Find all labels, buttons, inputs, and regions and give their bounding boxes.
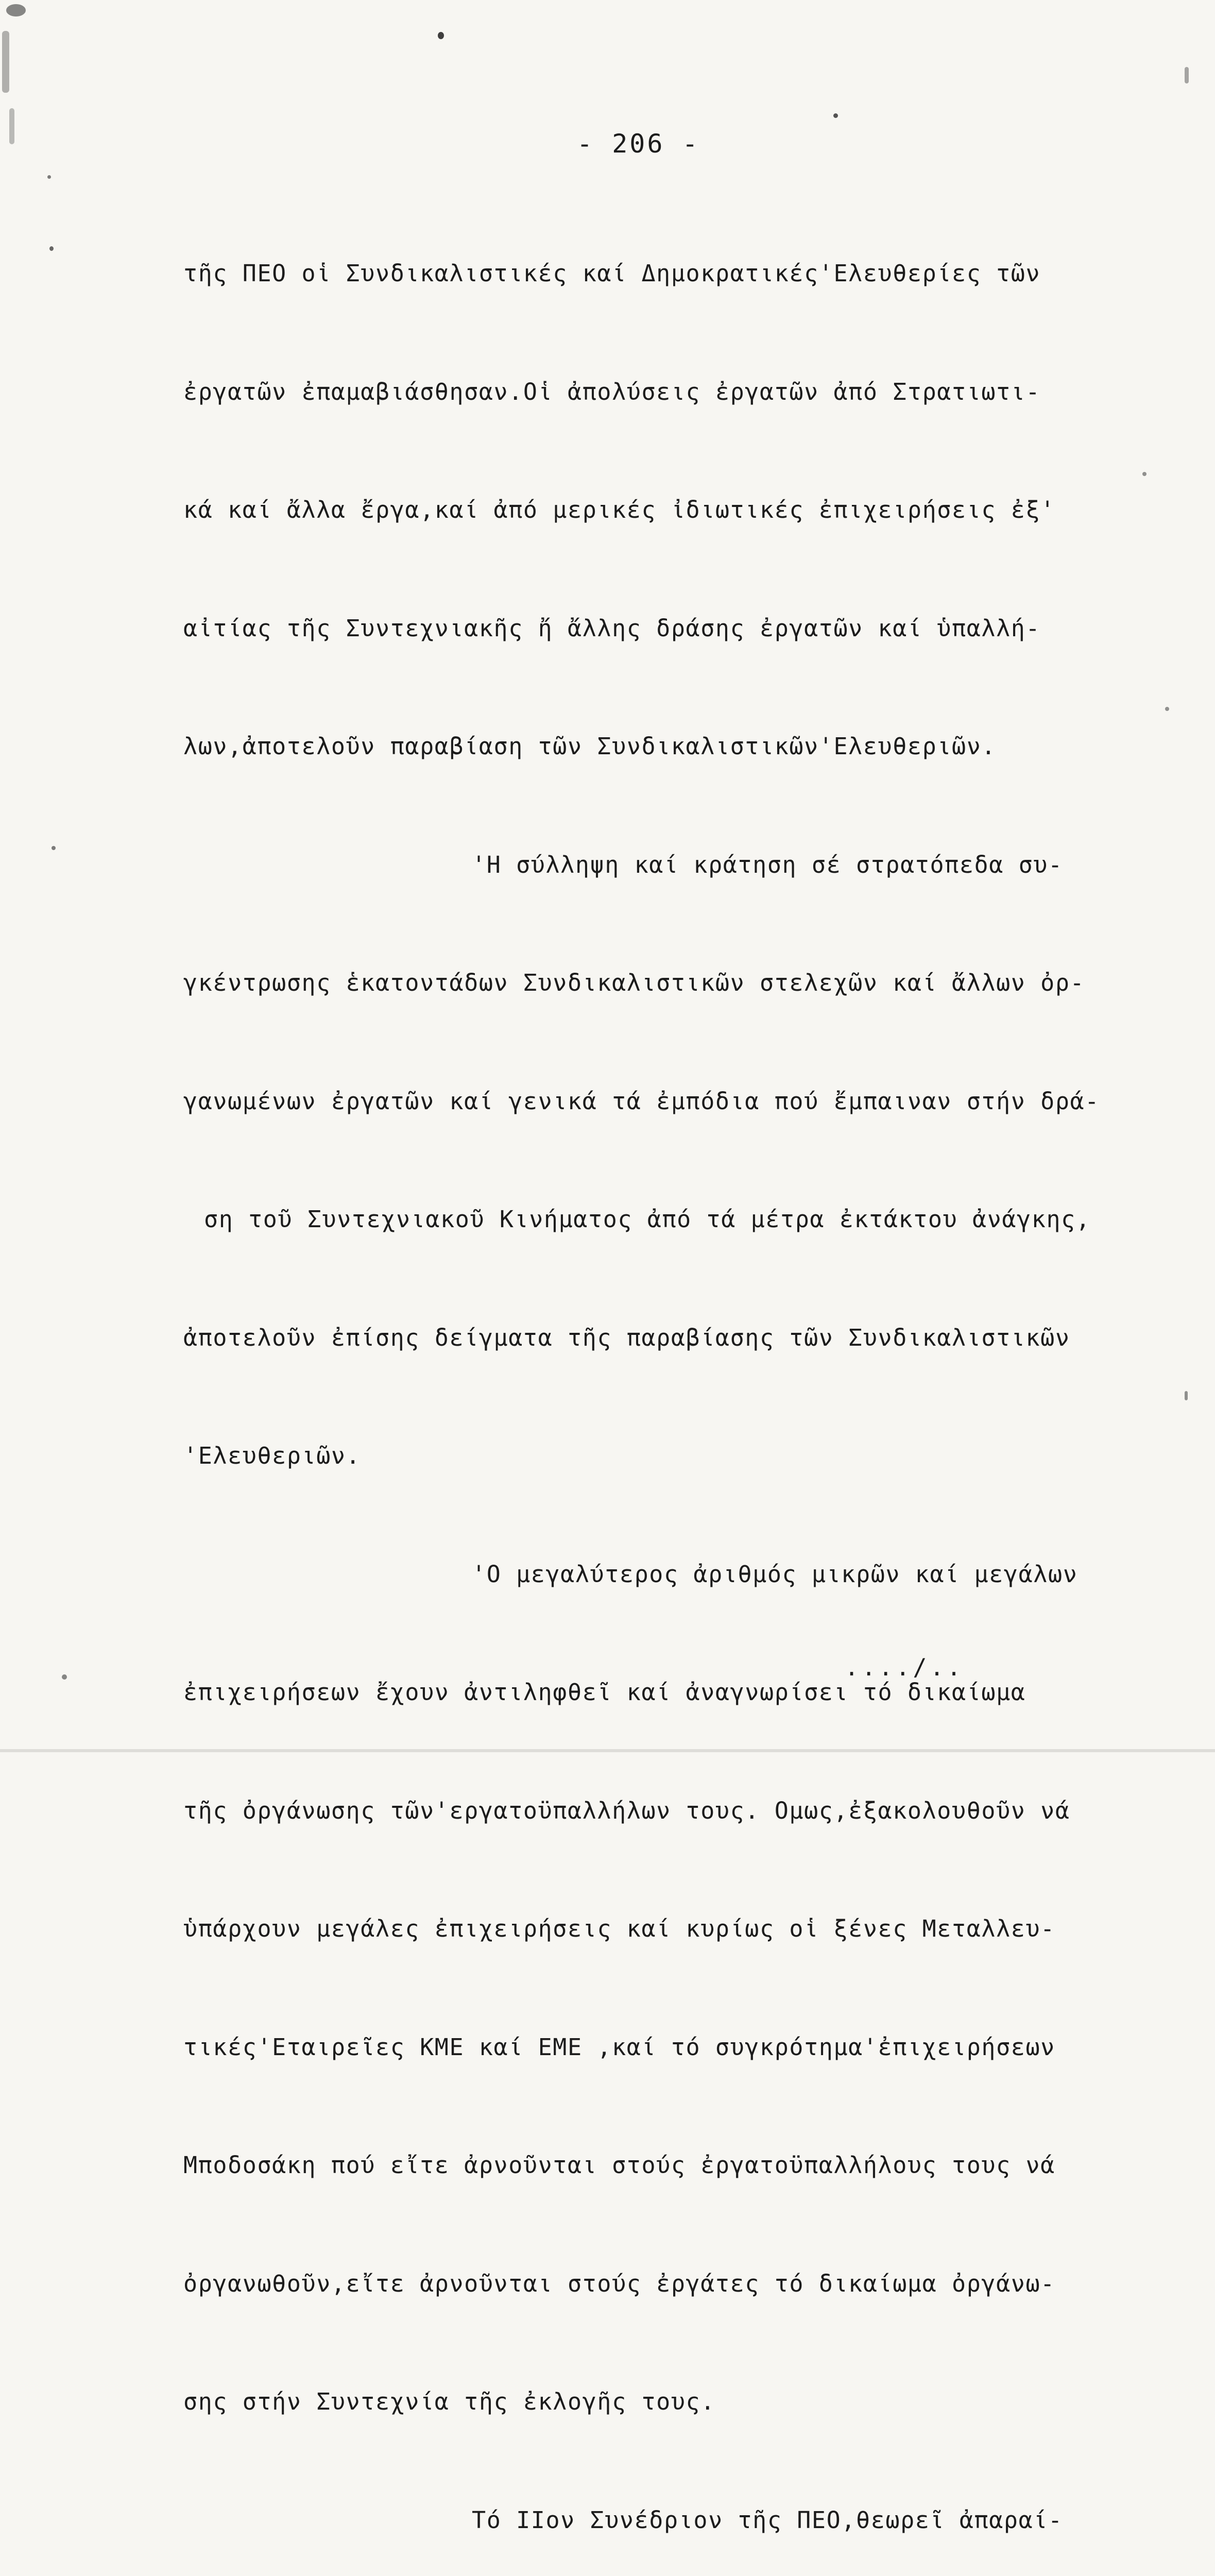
scan-speck: [6, 4, 26, 16]
scan-speck: [2, 31, 9, 93]
text-line: τῆς ὀργάνωσης τῶν'εργατοϋπαλλήλων τους. Ομως,ἐξακολουθοῦν νά: [183, 1797, 1070, 1824]
scan-speck: [49, 246, 54, 251]
text-line: ὀργανωθοῦν,εἴτε ἀρνοῦνται στούς ἐργάτες τό δικαίωμα ὀργάνω-: [183, 2269, 1055, 2297]
body-text: [183, 175, 1136, 2576]
text-line: σης στήν Συντεχνία τῆς ἐκλογῆς τους.: [183, 2388, 715, 2415]
paragraph-start: 'Ο μεγαλύτερος ἀριθμός μικρῶν καί μεγάλων: [472, 1560, 1078, 1588]
text-line: τῆς ΠΕΟ οἱ Συνδικαλιστικές καί Δημοκρατικές'Ελευθερίες τῶν: [183, 260, 1041, 287]
paragraph-start: 'Η σύλληψη καί κράτηση σέ στρατόπεδα συ-: [472, 851, 1063, 878]
scan-speck: [1185, 67, 1189, 83]
scan-speck: [62, 1674, 67, 1680]
scan-speck: [9, 108, 14, 144]
text-line: ἐργατῶν ἐπαμαβιάσθησαν.Οἱ ἀπολύσεις ἐργατῶν ἀπό Στρατιωτι-: [183, 378, 1041, 405]
text-line: ση τοῦ Συντεχνιακοῦ Κινήματος ἀπό τά μέτρα ἐκτάκτου ἀνάγκης,: [204, 1206, 1091, 1233]
text-line: ὑπάρχουν μεγάλες ἐπιχειρήσεις καί κυρίως οἱ ξένες Μεταλλευ-: [183, 1915, 1055, 1942]
scan-speck: [833, 113, 838, 118]
scan-speck: [438, 32, 444, 39]
text-line: Μποδοσάκη πού εἴτε ἀρνοῦνται στούς ἐργατοϋπαλλήλους τους νά: [183, 2151, 1055, 2179]
text-line: 'Ελευθεριῶν.: [183, 1442, 361, 1469]
text-line: ἀποτελοῦν ἐπίσης δείγματα τῆς παραβίασης τῶν Συνδικαλιστικῶν: [183, 1324, 1070, 1351]
paragraph-start: Τό ΙΙον Συνέδριον τῆς ΠΕΟ,θεωρεῖ ἀπαραί-: [472, 2506, 1063, 2534]
continuation-mark: ..../..: [845, 1654, 964, 1681]
text-line: κά καί ἄλλα ἔργα,καί ἀπό μερικές ἰδιωτικές ἐπιχειρήσεις ἐξ': [183, 496, 1055, 523]
text-line: γκέντρωσης ἑκατοντάδων Συνδικαλιστικῶν στελεχῶν καί ἄλλων ὀρ-: [183, 969, 1085, 996]
scan-speck: [1142, 472, 1146, 476]
scan-speck: [47, 175, 51, 179]
scan-speck: [1165, 707, 1169, 711]
text-line: λων,ἀποτελοῦν παραβίαση τῶν Συνδικαλιστικῶν'Ελευθεριῶν.: [183, 733, 997, 760]
text-line: αἰτίας τῆς Συντεχνιακῆς ἤ ἄλλης δράσης ἐργατῶν καί ὑπαλλή-: [183, 614, 1041, 642]
scan-speck: [52, 846, 56, 850]
scan-speck: [1185, 1391, 1188, 1400]
page-number: - 206 -: [577, 129, 700, 159]
text-line: ἐπιχειρήσεων ἔχουν ἀντιληφθεῖ καί ἀναγνωρίσει τό δικαίωμα: [183, 1679, 1026, 1706]
text-line: γανωμένων ἐργατῶν καί γενικά τά ἐμπόδια πού ἔμπαιναν στήν δρά-: [183, 1087, 1100, 1115]
text-line: τικές'Εταιρεῖες ΚΜΕ καί ΕΜΕ ,καί τό συγκρότημα'ἐπιχειρήσεων: [183, 2033, 1055, 2061]
